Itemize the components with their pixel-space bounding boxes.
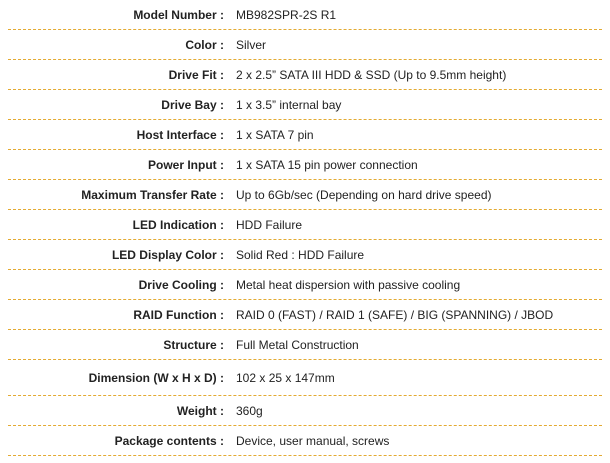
- spec-value: RAID 0 (FAST) / RAID 1 (SAFE) / BIG (SPANNING) / JBOD: [236, 307, 554, 322]
- spec-value: Device, user manual, screws: [236, 433, 390, 448]
- spec-value: 1 x SATA 7 pin: [236, 127, 314, 142]
- spec-label: Drive Fit :: [8, 68, 230, 82]
- spec-row-drive-bay: [8, 90, 602, 120]
- spec-row-power-input: [8, 150, 602, 180]
- spec-row-led-display-color: [8, 240, 602, 270]
- spec-label: Model Number :: [8, 8, 230, 22]
- spec-value: Full Metal Construction: [236, 337, 359, 352]
- spec-value: Silver: [236, 37, 267, 52]
- spec-row-package-contents: [8, 426, 602, 456]
- spec-value: Metal heat dispersion with passive cooling: [236, 277, 461, 292]
- spec-label: Drive Cooling :: [8, 278, 230, 292]
- spec-value: 1 x 3.5” internal bay: [236, 97, 342, 112]
- spec-label: Maximum Transfer Rate :: [8, 188, 230, 202]
- spec-value: MB982SPR-2S R1: [236, 7, 337, 22]
- spec-row-led-indication: [8, 210, 602, 240]
- spec-row-structure: [8, 330, 602, 360]
- spec-value: 2 x 2.5” SATA III HDD & SSD (Up to 9.5mm height): [236, 67, 507, 82]
- spec-label: Power Input :: [8, 158, 230, 172]
- spec-row-weight: [8, 396, 602, 426]
- spec-label: Host Interface :: [8, 128, 230, 142]
- spec-label: Structure :: [8, 338, 230, 352]
- spec-row-raid-function: [8, 300, 602, 330]
- spec-value: Solid Red : HDD Failure: [236, 247, 365, 262]
- spec-label: Package contents :: [8, 434, 230, 448]
- spec-row-color: [8, 30, 602, 60]
- spec-label: Weight :: [8, 404, 230, 418]
- spec-label: Color :: [8, 38, 230, 52]
- spec-value: 360g: [236, 403, 263, 418]
- spec-label: RAID Function :: [8, 308, 230, 322]
- spec-label: Dimension (W x H x D) :: [8, 371, 230, 385]
- spec-row-dimension: [8, 360, 602, 396]
- spec-value: Up to 6Gb/sec (Depending on hard drive speed): [236, 187, 492, 202]
- spec-row-drive-fit: [8, 60, 602, 90]
- spec-label: LED Display Color :: [8, 248, 230, 262]
- spec-row-model-number: [8, 0, 602, 30]
- spec-table: [8, 0, 602, 456]
- spec-value: HDD Failure: [236, 217, 303, 232]
- spec-label: Drive Bay :: [8, 98, 230, 112]
- spec-label: LED Indication :: [8, 218, 230, 232]
- spec-row-max-transfer-rate: [8, 180, 602, 210]
- spec-row-drive-cooling: [8, 270, 602, 300]
- spec-value: 1 x SATA 15 pin power connection: [236, 157, 418, 172]
- spec-row-host-interface: [8, 120, 602, 150]
- spec-value: 102 x 25 x 147mm: [236, 370, 335, 385]
